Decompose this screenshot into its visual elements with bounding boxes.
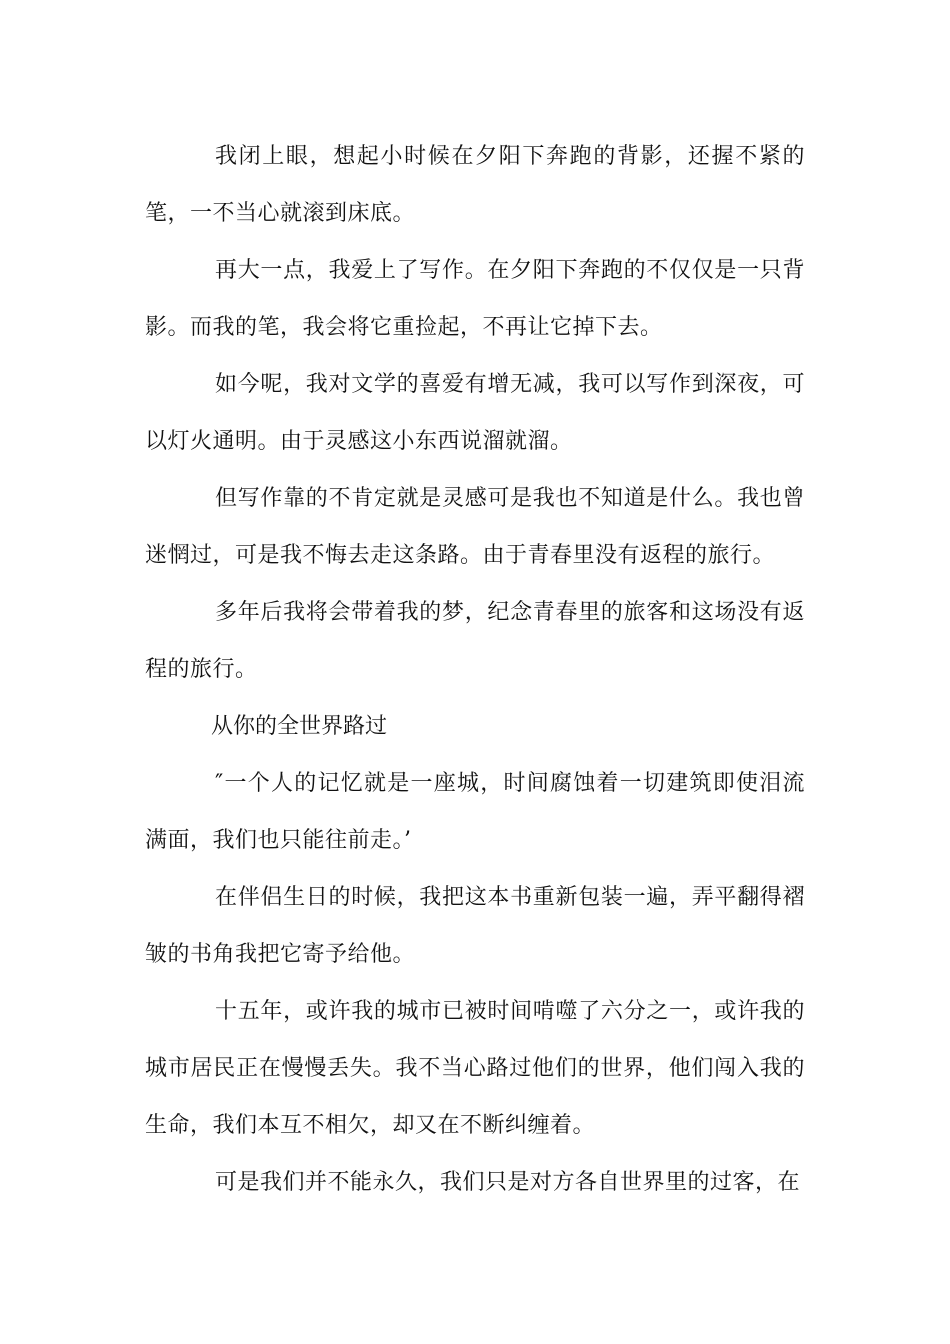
section-title: 从你的全世界路过 [211,714,388,739]
body-text [145,128,805,1211]
paragraph-2: 再大一点，我爱上了写作。在夕阳下奔跑的不仅仅是一只背影。而我的笔，我会将它重捡起，不再让它掉下去。 [145,258,805,340]
paragraph-4: 但写作靠的不肯定就是灵感可是我也不知道是什么。我也曾迷惘过，可是我不悔去走这条路。由于青春里没有返程的旅行。 [145,486,805,568]
paragraph-9: 可是我们并不能永久，我们只是对方各自世界里的过客，在 [215,1170,801,1195]
paragraph-1: 我闭上眼，想起小时候在夕阳下奔跑的背影，还握不紧的笔，一不当心就滚到床底。 [145,144,805,226]
paragraph-6: ″一个人的记忆就是一座城，时间腐蚀着一切建筑即使泪流满面，我们也只能往前走。’ [145,771,805,853]
paragraph-8: 十五年，或许我的城市已被时间啃噬了六分之一，或许我的城市居民正在慢慢丢失。我不当心路过他们的世界，他们闯入我的生命，我们本互不相欠，却又在不断纠缠着。 [145,999,805,1138]
paragraph-5: 多年后我将会带着我的梦，纪念青春里的旅客和这场没有返程的旅行。 [145,600,805,682]
paragraph-7: 在伴侣生日的时候，我把这本书重新包装一遍，弄平翻得褶皱的书角我把它寄予给他。 [145,885,805,967]
paragraph-3: 如今呢，我对文学的喜爱有增无减，我可以写作到深夜，可以灯火通明。由于灵感这小东西说溜就溜。 [145,372,805,454]
